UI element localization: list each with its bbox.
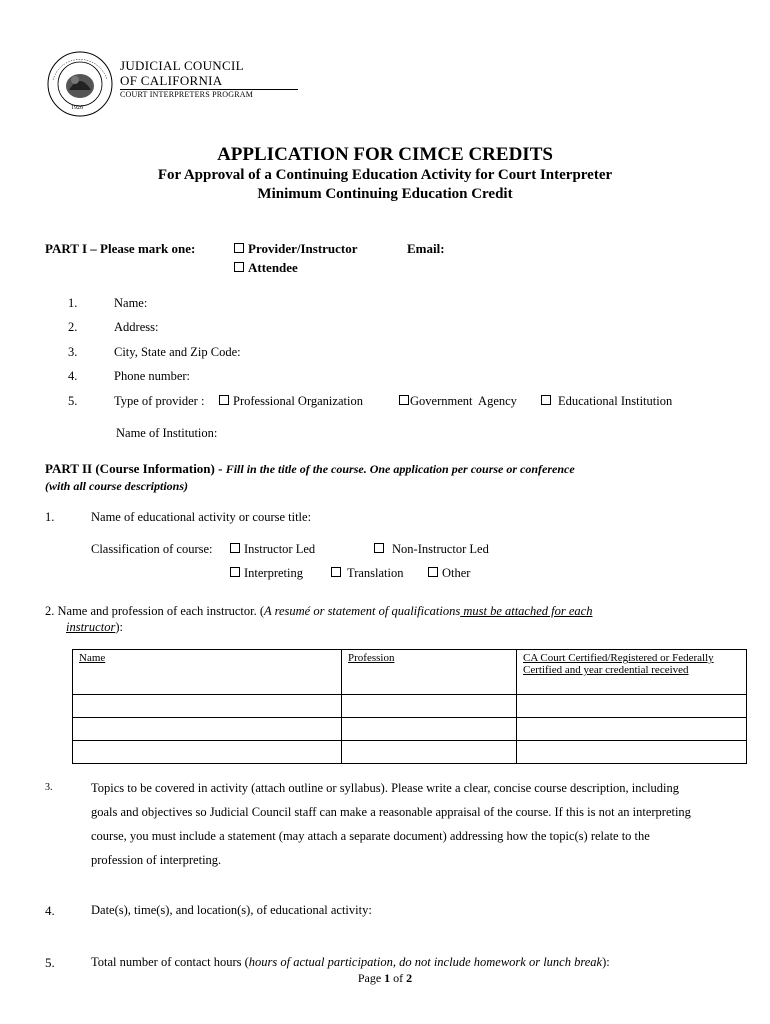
- dates-label: Date(s), time(s), and location(s), of educational activity:: [91, 903, 372, 917]
- item-number: 4.: [68, 369, 78, 383]
- contact-hours-label: [91, 955, 610, 970]
- attendee-option[interactable]: [234, 260, 298, 276]
- profession-cell[interactable]: [342, 741, 517, 764]
- instructor-led-checkbox[interactable]: [230, 543, 240, 553]
- instructor-instructions-underline: must be attached for each: [460, 604, 593, 618]
- page-total: 2: [406, 971, 413, 985]
- translation-checkbox[interactable]: [331, 567, 341, 577]
- table-header-name: [73, 650, 342, 695]
- translation-option[interactable]: [331, 566, 404, 581]
- part2-title: PART II (Course Information) -: [45, 461, 223, 476]
- attendee-option-label: Attendee: [248, 260, 298, 275]
- item-number: 2.: [68, 320, 78, 334]
- table-header-profession: [342, 650, 517, 695]
- professional-organization-option[interactable]: [219, 394, 363, 409]
- item-number: 4.: [45, 903, 55, 918]
- non-instructor-led-label: Non-Instructor Led: [392, 542, 489, 556]
- page-number: [0, 971, 770, 986]
- item-number: 3.: [45, 782, 53, 793]
- instructor-instructions-end: ):: [115, 620, 123, 634]
- attendee-checkbox[interactable]: [234, 262, 244, 272]
- other-label: Other: [442, 566, 471, 580]
- name-field-label: Name:: [114, 296, 148, 310]
- header-name-text: Name: [79, 652, 106, 664]
- other-option[interactable]: [428, 566, 470, 581]
- item-number: 5.: [68, 394, 78, 408]
- name-cell[interactable]: [73, 695, 342, 718]
- header-profession-text: Profession: [348, 652, 395, 664]
- institution-name-label: Name of Institution:: [116, 426, 218, 440]
- table-header-row: [73, 650, 747, 695]
- credential-cell[interactable]: [517, 741, 747, 764]
- page-prefix: Page: [357, 971, 385, 985]
- item-number: 1.: [45, 510, 55, 524]
- instructor-instructions: [45, 604, 592, 619]
- table-row: [73, 695, 747, 718]
- educational-institution-option[interactable]: [541, 394, 672, 409]
- name-cell[interactable]: [73, 718, 342, 741]
- form-subtitle-2: Minimum Continuing Education Credit: [257, 186, 513, 202]
- contact-hours-end: ):: [602, 955, 610, 969]
- part2-instruction-2: (with all course descriptions): [45, 479, 189, 493]
- form-title: APPLICATION FOR CIMCE CREDITS: [217, 144, 553, 165]
- email-label: Email:: [407, 241, 445, 256]
- contact-hours-italic: hours of actual participation, do not include homework or lunch break: [248, 955, 603, 969]
- instructor-instructions-italic: A resumé or statement of qualifications: [264, 604, 461, 618]
- instructor-instructions-line2: [66, 620, 123, 635]
- instructor-led-option[interactable]: [230, 542, 315, 557]
- table-row: [73, 741, 747, 764]
- part1-label: PART I – Please mark one:: [45, 241, 196, 256]
- professional-organization-label: Professional Organization: [233, 394, 363, 408]
- item-number: 3.: [68, 345, 78, 359]
- translation-label: Translation: [347, 566, 404, 580]
- part2-instruction: Fill in the title of the course. One application per course or conference: [225, 462, 575, 476]
- government-agency-checkbox[interactable]: [399, 395, 409, 405]
- profession-cell[interactable]: [342, 695, 517, 718]
- city-state-zip-label: City, State and Zip Code:: [114, 345, 241, 359]
- interpreting-label: Interpreting: [244, 566, 304, 580]
- course-title-label: Name of educational activity or course title:: [91, 510, 312, 524]
- instructor-led-label: Instructor Led: [244, 542, 316, 556]
- non-instructor-led-checkbox[interactable]: [374, 543, 384, 553]
- classification-label: Classification of course:: [91, 542, 213, 556]
- part2-heading: [45, 461, 575, 477]
- item-number: 1.: [68, 296, 78, 310]
- interpreting-checkbox[interactable]: [230, 567, 240, 577]
- provider-checkbox[interactable]: [234, 243, 244, 253]
- topics-description: Topics to be covered in activity (attach outline or syllabus). Please write a clear, concise course description, including goals and objectives so Judicial Council staff can make a reasonable appraisal of the course. If this is not an interpreting course, you must include a statement (may attach a separate document) addressing how the topic(s) relate to the profession of interpreting.: [91, 781, 691, 867]
- non-instructor-led-option[interactable]: [374, 542, 489, 557]
- table-row: [73, 718, 747, 741]
- seal-year: 1926: [71, 105, 83, 111]
- org-name-line1: JUDICIAL COUNCIL: [120, 58, 244, 73]
- government-agency-option[interactable]: [399, 394, 517, 409]
- other-checkbox[interactable]: [428, 567, 438, 577]
- judicial-council-seal: [45, 50, 115, 118]
- org-name-line2: OF CALIFORNIA: [120, 73, 223, 88]
- credential-cell[interactable]: [517, 695, 747, 718]
- page-of: of: [390, 971, 407, 985]
- government-agency-label: Government Agency: [410, 394, 517, 408]
- educational-institution-checkbox[interactable]: [541, 395, 551, 405]
- instructor-word: instructor: [66, 620, 116, 634]
- name-cell[interactable]: [73, 741, 342, 764]
- item-number: 5.: [45, 955, 55, 970]
- address-field-label: Address:: [114, 320, 159, 334]
- page-current: 1: [384, 971, 391, 985]
- interpreting-option[interactable]: [230, 566, 303, 581]
- instructor-table: [72, 649, 747, 764]
- educational-institution-label: Educational Institution: [558, 394, 673, 408]
- table-header-credential: [517, 650, 747, 695]
- phone-field-label: Phone number:: [114, 369, 191, 383]
- provider-option-label: Provider/Instructor: [248, 241, 358, 256]
- profession-cell[interactable]: [342, 718, 517, 741]
- header-credential-text: CA Court Certified/Registered or Federally Certified and year credential received: [523, 652, 714, 676]
- org-program: COURT INTERPRETERS PROGRAM: [120, 90, 254, 99]
- form-subtitle-1: For Approval of a Continuing Education Activity for Court Interpreter: [157, 167, 613, 183]
- credential-cell[interactable]: [517, 718, 747, 741]
- contact-hours-text: Total number of contact hours (: [91, 955, 249, 969]
- provider-type-label: Type of provider :: [114, 394, 205, 408]
- provider-option[interactable]: [234, 241, 358, 257]
- instructor-instructions-text: 2. Name and profession of each instructor. (: [45, 604, 265, 618]
- professional-organization-checkbox[interactable]: [219, 395, 229, 405]
